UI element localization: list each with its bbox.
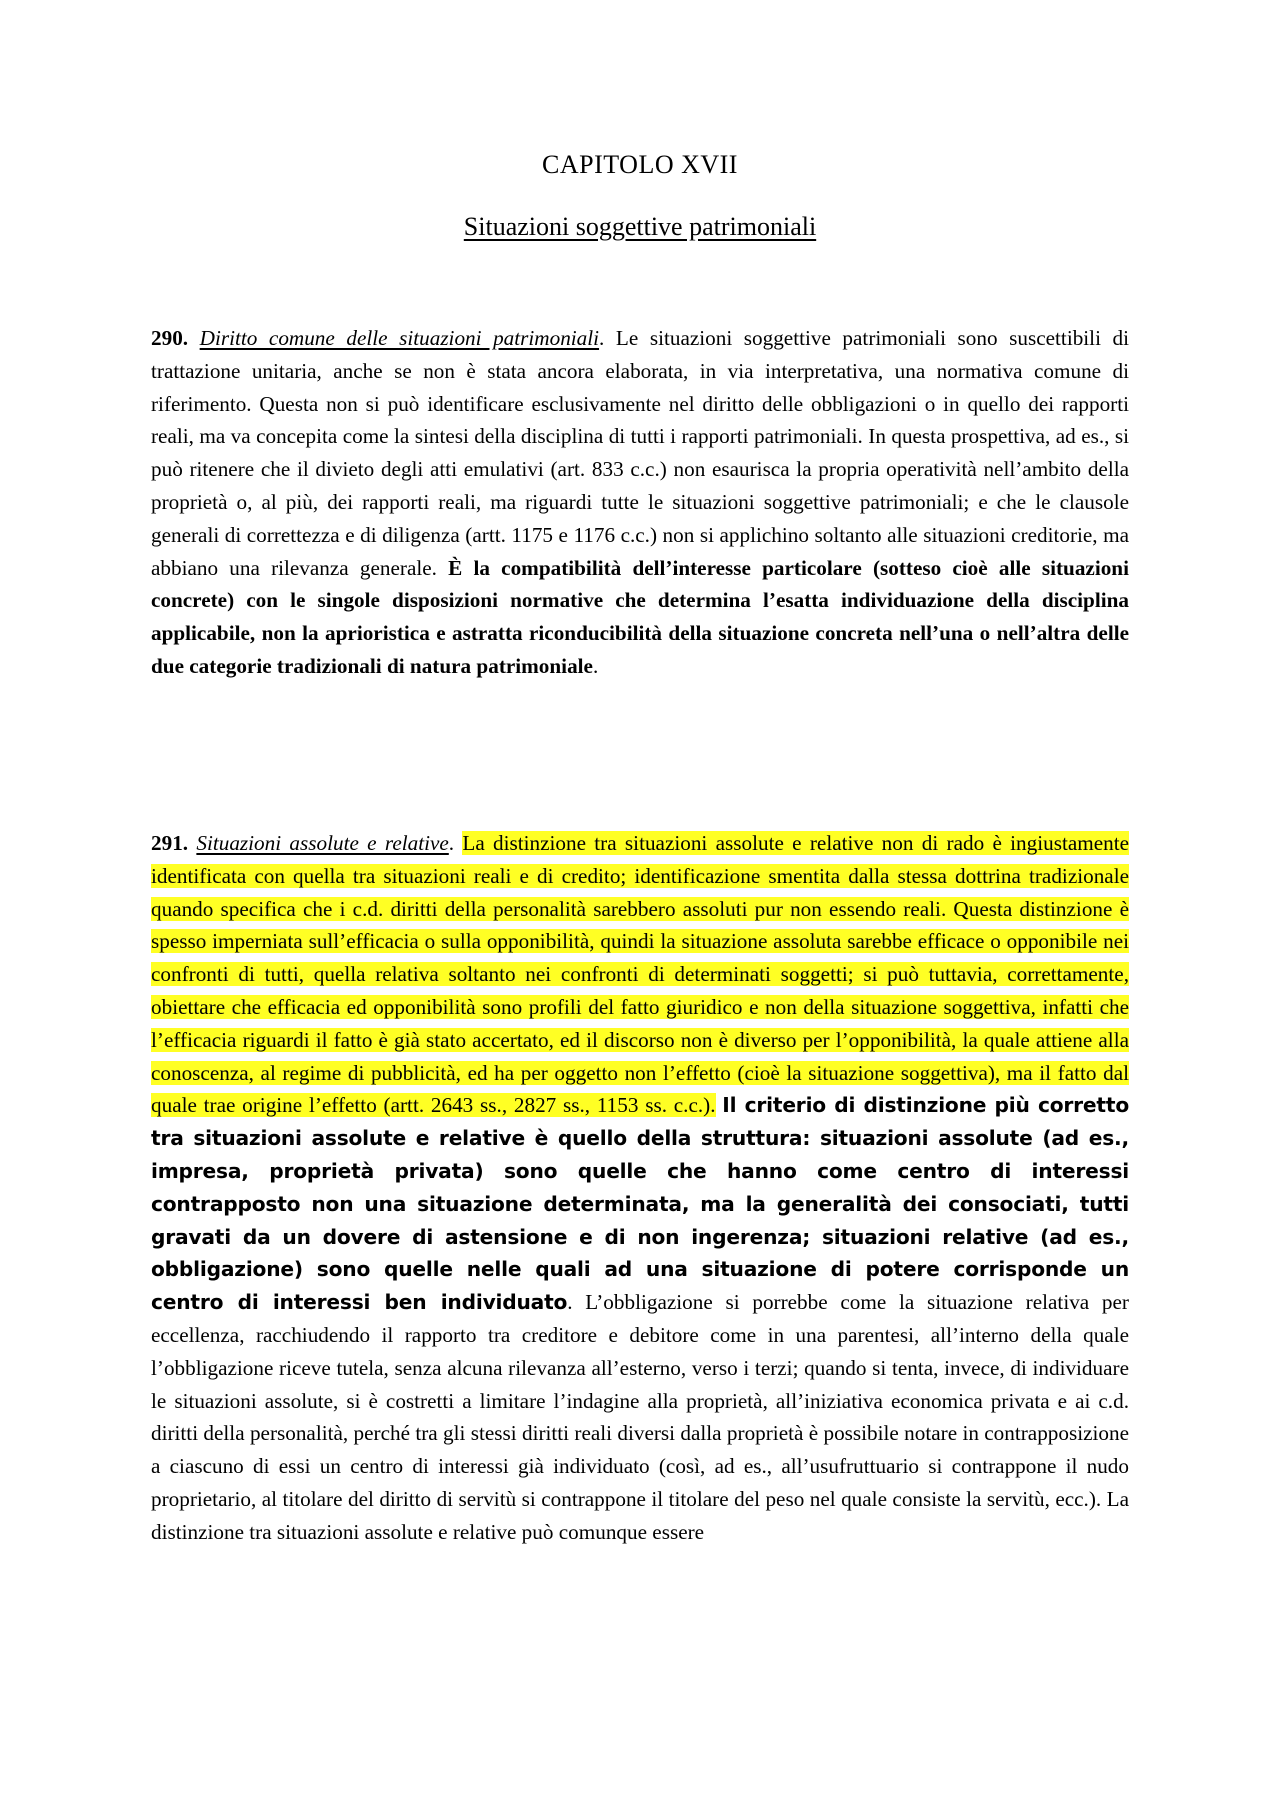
section-number: 290. [151,326,189,350]
section-body-text: quando si tenta, invece, di individuare le situazioni assolute, si è costretti a limitare l’indagine alla proprietà, all’iniziativa economica privata e ai c.d. diritti della personalità, perché tra gli stessi diritti reali diversi dalla proprietà è possibile notare in contrapposizione a ciascuno di essi un centro di interessi già individuato (così, ad es., all’usufruttuario si contrappone il nudo proprietario, al titolare del diritto di servitù si contrappone il titolare del peso nel quale consiste la servitù, ecc.). La distinzione tra situazioni assolute e relative può comunque essere [151,1355,1129,1544]
section-290 [151,322,1129,683]
section-body-text: Le situazioni soggettive patrimoniali sono suscettibili di trattazione unitaria, anche se non è stata ancora elaborata, in via interpretativa, una normativa comune di riferimento. Questa non si può identificare esclusivamente nel diritto delle obbligazioni o in quello dei rapporti reali, ma va concepita come la sintesi della disciplina di tutti i rapporti patrimoniali. In questa prospettiva, ad es., si può ritenere che il divieto degli atti emulativi (art. 833 c.c.) non esaurisca la propria operatività nell’ambito della proprietà o, al più, dei rapporti reali, ma riguardi tutte le situazioni soggettive patrimoniali; e che le clausole generali di correttezza e di diligenza (artt. 1175 e 1176 c.c.) non si applichino soltanto alle situazioni creditorie, ma abbiano una rilevanza generale. [151,326,1130,580]
section-text-after-bold: . L’obbligazione si porrebbe come la situazione relativa per eccellenza, racchiudendo il rapporto tra creditore e debitore come in una parentesi, all’interno della quale l’obbligazione riceve tutela, senza alcuna rilevanza all’esterno, verso i terzi; [151,1290,1129,1380]
chapter-subtitle-text: Situazioni soggettive patrimoniali [463,212,817,241]
section-title: Diritto comune delle situazioni patrimoniali [199,326,600,350]
section-title: Situazioni assolute e relative [196,831,449,855]
section-title-end: . [448,831,455,855]
chapter-title: CAPITOLO XVII [542,150,738,179]
highlighted-text: La distinzione tra situazioni assolute e relative non di rado è ingiustamente identificata con quella tra situazioni reali e di credito; identificazione smentita dalla stessa dottrina tradizionale quando specifica che i c.d. diritti della personalità sarebbero assoluti pur non essendo reali. Questa distinzione è spesso imperniata sull’efficacia o sulla opponibilità, quindi la situazione assoluta sarebbe efficace o opponibile nei confronti di tutti, quella relativa soltanto nei confronti di determinati soggetti; si può tuttavia, correttamente, obiettare che efficacia ed opponibilità sono profili del fatto giuridico e non della situazione soggettiva, infatti che l’efficacia riguardi il fatto è già stato accertato, ed il discorso non è diverso per l’opponibilità, la quale attiene alla conoscenza, al regime di pubblicità, ed ha per oggetto non l’effetto (cioè la situazione soggettiva), ma il fatto dal quale trae origine l’effetto (artt. 2643 ss., 2827 ss., 1153 ss. c.c.). [151,831,1130,1118]
section-title-end: . [599,326,605,350]
section-number: 291. [151,831,189,855]
section-end: . [592,653,599,678]
chapter-subtitle [0,212,1280,242]
section-bold-text: Il criterio di distinzione più corretto tra situazioni assolute e relative è quello della struttura: situazioni assolute (ad es., impresa, proprietà privata) sono quelle che hanno come centro di interessi contrapposto non una situazione determinata, ma la generalità dei consociati, tutti gravati da un dovere di astensione e di non ingerenza; situazioni relative (ad es., obbligazione) sono quelle nelle quali ad una situazione di potere corrisponde un centro di interessi ben individuato [151,1093,1129,1315]
section-bold-text: È la compatibilità dell’interesse particolare (sotteso cioè alle situazioni concrete) con le singole disposizioni normative che determina l’esatta individuazione della disciplina applicabile, non la aprioristica e astratta riconducibilità della situazione concreta nell’una o nell’altra delle due categorie tradizionali di natura patrimoniale [151,555,1129,678]
section-291 [151,827,1129,1549]
